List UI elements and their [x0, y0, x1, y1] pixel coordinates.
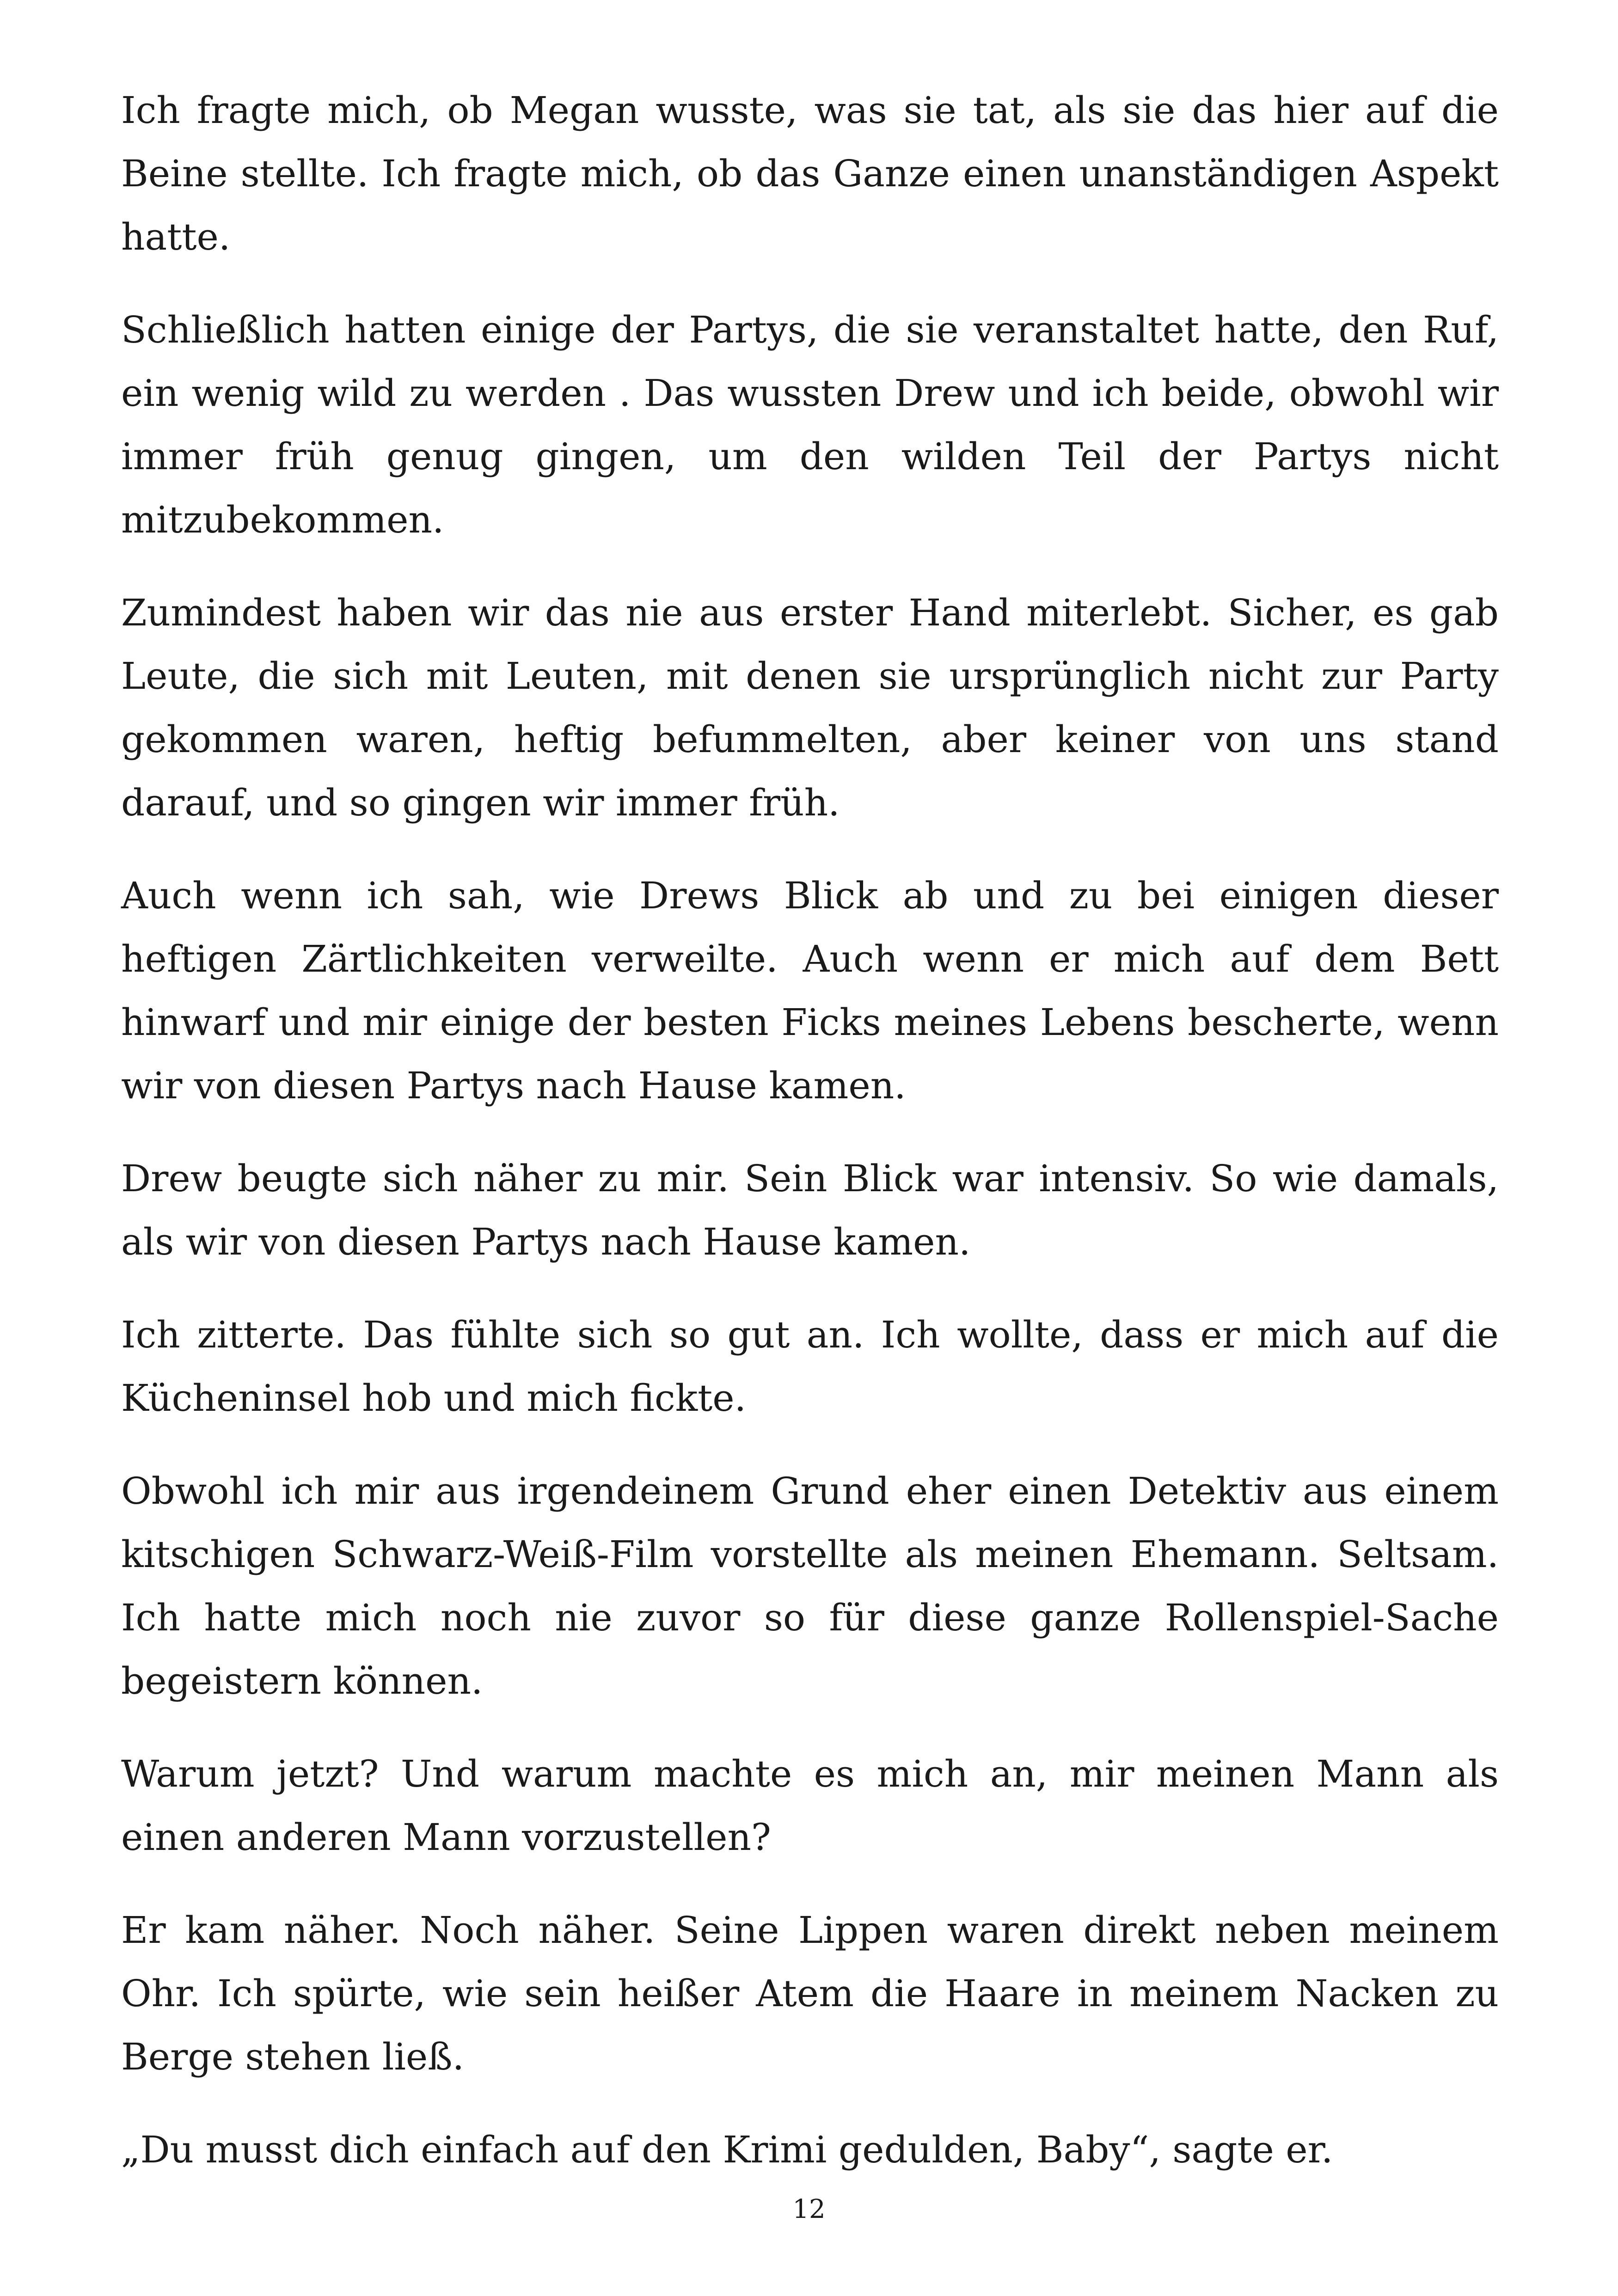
- body-text: [121, 79, 1499, 2181]
- paragraph-6: Ich zitterte. Das fühlte sich so gut an. Ich wollte, dass er mich auf die Kücheninsel hob und mich fickte.: [121, 1313, 1499, 1420]
- paragraph-5: Drew beugte sich näher zu mir. Sein Blick war intensiv. So wie damals, als wir von diesen Partys nach Hause kamen.: [121, 1157, 1499, 1263]
- paragraph-3: Zumindest haben wir das nie aus erster Hand miterlebt. Sicher, es gab Leute, die sich mit Leuten, mit denen sie ursprünglich nicht zur Party gekommen waren, heftig befummelten, aber keiner von uns stand darauf, und so gingen wir immer früh.: [121, 591, 1499, 824]
- paragraph-7: Obwohl ich mir aus irgendeinem Grund eher einen Detektiv aus einem kitschigen Schwarz-Weiß-Film vorstellte als meinen Ehemann. Seltsam. Ich hatte mich noch nie zuvor so für diese ganze Rollenspiel-Sache begeistern können.: [121, 1469, 1499, 1702]
- paragraph-9: Er kam näher. Noch näher. Seine Lippen waren direkt neben meinem Ohr. Ich spürte, wie sein heißer Atem die Haare in meinem Nacken zu Berge stehen ließ.: [121, 1909, 1499, 2078]
- paragraph-4: Auch wenn ich sah, wie Drews Blick ab und zu bei einigen dieser heftigen Zärtlichkeiten verweilte. Auch wenn er mich auf dem Bett hinwarf und mir einige der besten Ficks meines Lebens bescherte, wenn wir von diesen Partys nach Hause kamen.: [121, 874, 1499, 1107]
- paragraph-2: Schließlich hatten einige der Partys, die sie veranstaltet hatte, den Ruf, ein wenig wild zu werden . Das wussten Drew und ich beide, obwohl wir immer früh genug gingen, um den wilden Teil der Partys nicht mitzubekommen.: [121, 308, 1499, 541]
- page-number: 12: [792, 2194, 826, 2224]
- paragraph-10: „Du musst dich einfach auf den Krimi gedulden, Baby“, sagte er.: [121, 2128, 1333, 2171]
- paragraph-8: Warum jetzt? Und warum machte es mich an, mir meinen Mann als einen anderen Mann vorzustellen?: [121, 1752, 1499, 1859]
- paragraph-1: Ich fragte mich, ob Megan wusste, was sie tat, als sie das hier auf die Beine stellte. Ich fragte mich, ob das Ganze einen unanständigen Aspekt hatte.: [121, 89, 1499, 258]
